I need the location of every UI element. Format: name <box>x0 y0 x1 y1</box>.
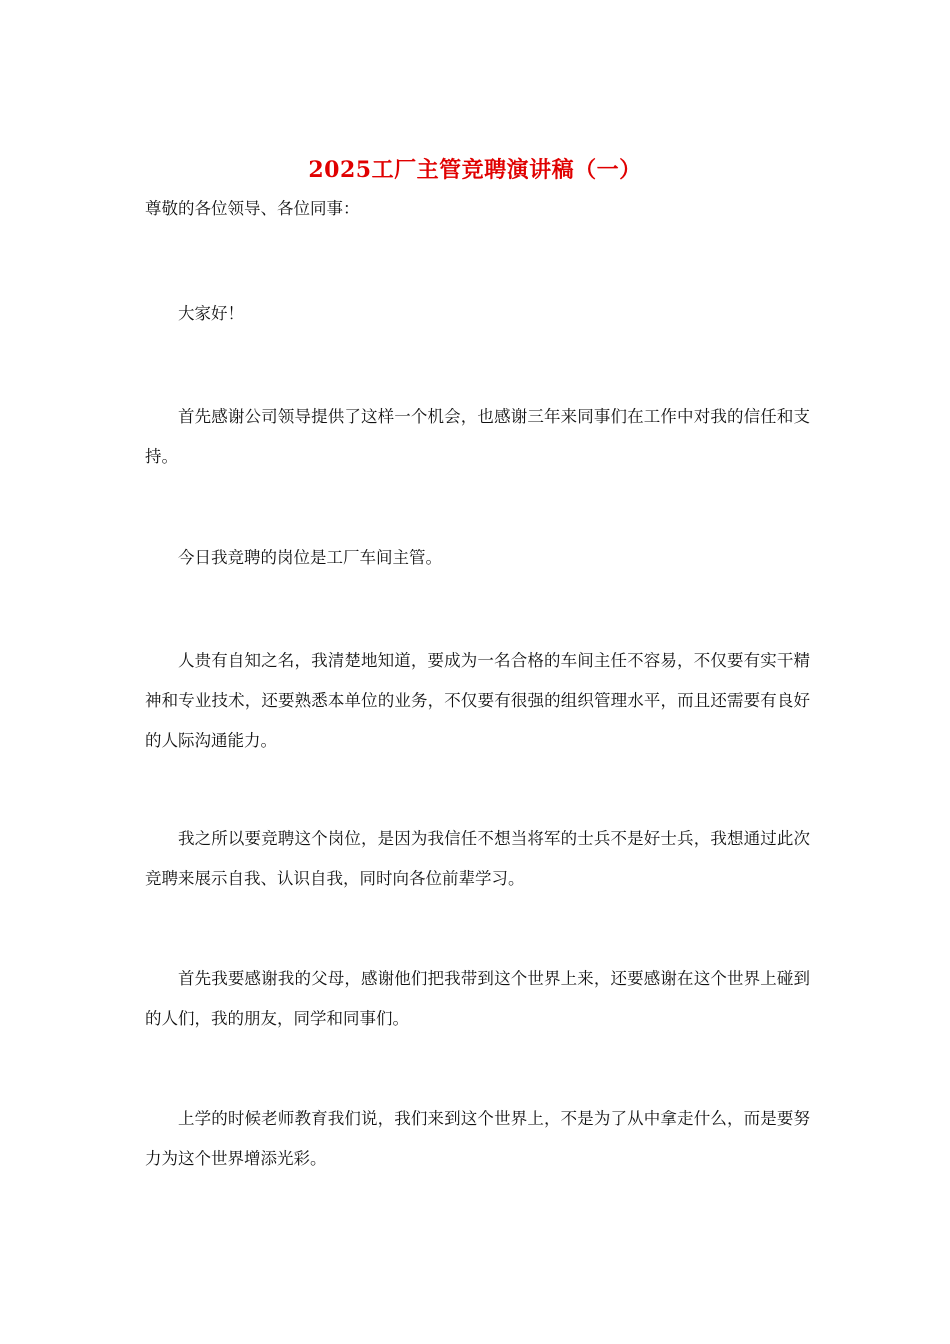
paragraph-thanks: 首先感谢公司领导提供了这样一个机会，也感谢三年来同事们在工作中对我的信任和支持。 <box>145 407 810 466</box>
document-title: 2025工厂主管竞聘演讲稿（一） <box>308 157 642 183</box>
salutation: 尊敬的各位领导、各位同事： <box>145 199 360 218</box>
paragraph-self-knowledge: 人贵有自知之名，我清楚地知道，要成为一名合格的车间主任不容易，不仅要有实干精神和专业技术，还要熟悉本单位的业务，不仅要有很强的组织管理水平，而且还需要有良好的人际沟通能力。 <box>145 651 810 750</box>
paragraph-gratitude: 首先我要感谢我的父母，感谢他们把我带到这个世界上来，还要感谢在这个世界上碰到的人们，我的朋友，同学和同事们。 <box>145 969 810 1028</box>
paragraph-teacher: 上学的时候老师教育我们说，我们来到这个世界上，不是为了从中拿走什么，而是要努力为这个世界增添光彩。 <box>145 1109 810 1168</box>
paragraph-position: 今日我竞聘的岗位是工厂车间主管。 <box>178 548 442 567</box>
paragraph-greeting: 大家好！ <box>178 304 244 323</box>
paragraph-motivation: 我之所以要竞聘这个岗位，是因为我信任不想当将军的士兵不是好士兵，我想通过此次竞聘来展示自我、认识自我，同时向各位前辈学习。 <box>145 829 810 888</box>
